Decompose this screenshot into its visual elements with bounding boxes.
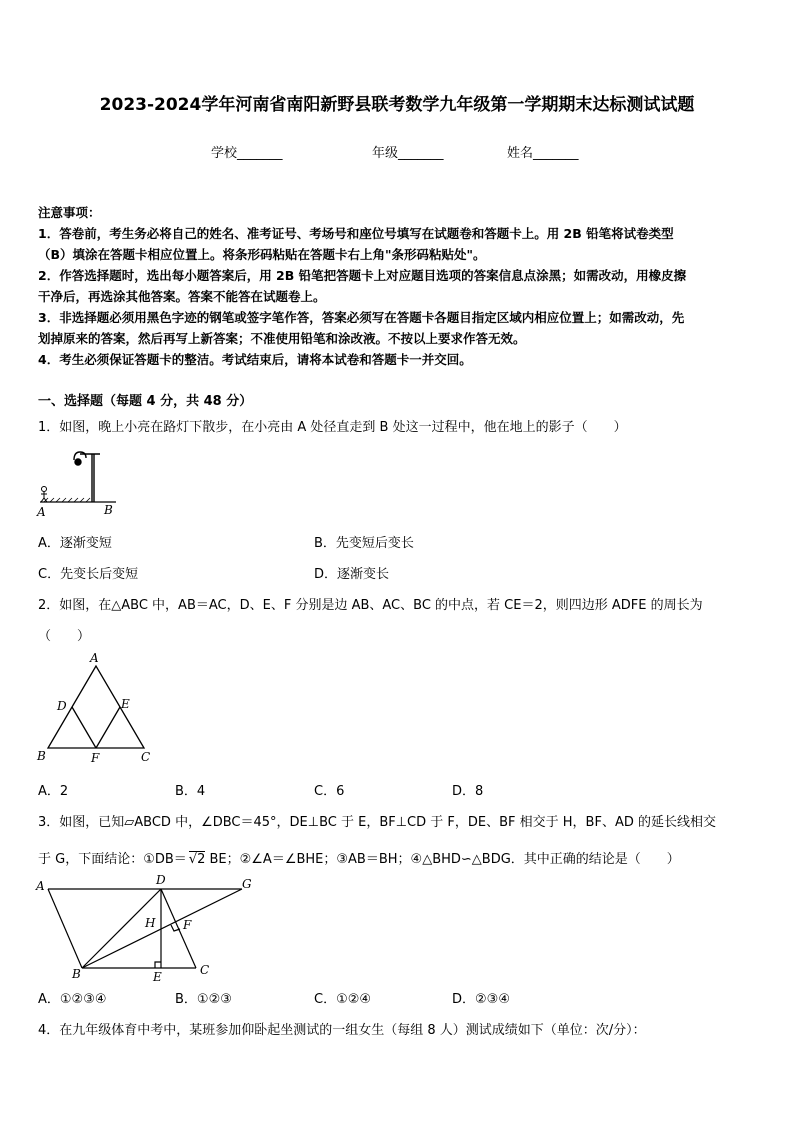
q1-option-b[interactable]: B．先变短后变长 bbox=[314, 536, 414, 551]
q3-stem-line-1: 3．如图，已知▱ABCD 中，∠DBC＝45°，DE⊥BC 于 E，BF⊥CD 于 F，DE、BF 相交于 H，BF、AD 的延长线相交 bbox=[38, 815, 716, 830]
q2-option-c[interactable]: C．6 bbox=[314, 784, 345, 799]
q1-streetlight-figure bbox=[34, 440, 124, 520]
q3-option-b[interactable]: B．①②③ bbox=[175, 992, 232, 1007]
section-heading: 一、选择题（每题 4 分，共 48 分） bbox=[38, 394, 253, 409]
sqrt2-expression: √2 bbox=[188, 852, 206, 867]
page-title: 2023-2024学年河南省南阳新野县联考数学九年级第一学期期末达标测试试题 bbox=[99, 95, 695, 115]
q2-label-e: E bbox=[121, 697, 130, 711]
q3-label-d: D bbox=[156, 873, 166, 887]
q3-label-c: C bbox=[200, 963, 210, 977]
q3-option-a[interactable]: A．①②③④ bbox=[38, 992, 107, 1007]
q1-label-a: A bbox=[37, 505, 46, 519]
q3-label-h: H bbox=[145, 916, 156, 930]
note-line-4: 干净后，再选涂其他答案。答案不能答在试题卷上。 bbox=[38, 289, 326, 304]
q1-option-c[interactable]: C．先变长后变短 bbox=[38, 567, 139, 582]
note-line-2: （B）填涂在答题卡相应位置上。将条形码粘贴在答题卡右上角"条形码粘贴处"。 bbox=[38, 247, 486, 262]
q2-option-a[interactable]: A．2 bbox=[38, 784, 69, 799]
q2-label-a: A bbox=[90, 651, 99, 665]
q3-parallelogram-figure bbox=[34, 872, 264, 984]
q1-option-d[interactable]: D．逐渐变长 bbox=[314, 567, 390, 582]
q1-stem: 1．如图，晚上小亮在路灯下散步，在小亮由 A 处径直走到 B 处这一过程中，他在地上的影子（ ） bbox=[38, 420, 627, 435]
q2-option-d[interactable]: D．8 bbox=[452, 784, 484, 799]
q2-stem-line-1: 2．如图，在△ABC 中，AB＝AC，D、E、F 分别是边 AB、AC、BC 的中点，若 CE＝2，则四边形 ADFE 的周长为 bbox=[38, 598, 703, 613]
q2-triangle-figure bbox=[34, 648, 164, 770]
q2-label-f: F bbox=[91, 751, 100, 765]
notes-heading: 注意事项： bbox=[38, 205, 101, 220]
q3-option-c[interactable]: C．①②④ bbox=[314, 992, 372, 1007]
q3-stem-part-b: BE；②∠A＝∠BHE；③AB＝BH；④△BHD∽△BDG．其中正确的结论是（ ） bbox=[205, 852, 680, 867]
note-line-7: 4．考生必须保证答题卡的整洁。考试结束后，请将本试卷和答题卡一并交回。 bbox=[38, 352, 472, 367]
q2-label-d: D bbox=[57, 699, 67, 713]
segment-ef bbox=[96, 707, 120, 748]
q3-label-a: A bbox=[36, 879, 45, 893]
grade-field: 年级_______ bbox=[372, 146, 444, 161]
note-line-1: 1．答卷前，考生务必将自己的姓名、准考证号、考场号和座位号填写在试题卷和答题卡上。用 2B 铅笔将试卷类型 bbox=[38, 226, 674, 241]
right-angle-e bbox=[155, 962, 161, 968]
q3-stem-part-a: 于 G，下面结论：①DB＝ bbox=[38, 852, 187, 867]
note-line-3: 2．作答选择题时，选出每小题答案后，用 2B 铅笔把答题卡上对应题目选项的答案信息点涂黑；如需改动，用橡皮擦 bbox=[38, 268, 687, 283]
q3-label-f: F bbox=[183, 918, 192, 932]
q3-label-g: G bbox=[242, 877, 252, 891]
q3-option-d[interactable]: D．②③④ bbox=[452, 992, 510, 1007]
q2-stem-line-2: （ ） bbox=[38, 629, 91, 644]
q1-label-b: B bbox=[104, 503, 113, 517]
segment-bg bbox=[82, 889, 242, 968]
q2-option-b[interactable]: B．4 bbox=[175, 784, 206, 799]
q3-stem-line-2 bbox=[38, 848, 680, 867]
q4-stem: 4．在九年级体育中考中，某班参加仰卧起坐测试的一组女生（每组 8 人）测试成绩如下（单位：次/分）： bbox=[38, 1023, 646, 1038]
streetlight-icon bbox=[74, 452, 100, 502]
note-line-5: 3．非选择题必须用黑色字迹的钢笔或签字笔作答，答案必须写在答题卡各题目指定区域内相应位置上；如需改动，先 bbox=[38, 310, 685, 325]
name-field: 姓名_______ bbox=[507, 146, 579, 161]
q3-label-e: E bbox=[153, 970, 162, 984]
q2-label-c: C bbox=[141, 750, 151, 764]
school-field: 学校_______ bbox=[211, 146, 283, 161]
q1-option-a[interactable]: A．逐渐变短 bbox=[38, 536, 112, 551]
segment-ab bbox=[48, 889, 82, 968]
segment-df bbox=[72, 707, 96, 748]
q2-label-b: B bbox=[37, 749, 46, 763]
q3-label-b: B bbox=[72, 967, 81, 981]
ground-hatching bbox=[44, 498, 90, 502]
note-line-6: 划掉原来的答案，然后再写上新答案；不准使用铅笔和涂改液。不按以上要求作答无效。 bbox=[38, 331, 526, 346]
